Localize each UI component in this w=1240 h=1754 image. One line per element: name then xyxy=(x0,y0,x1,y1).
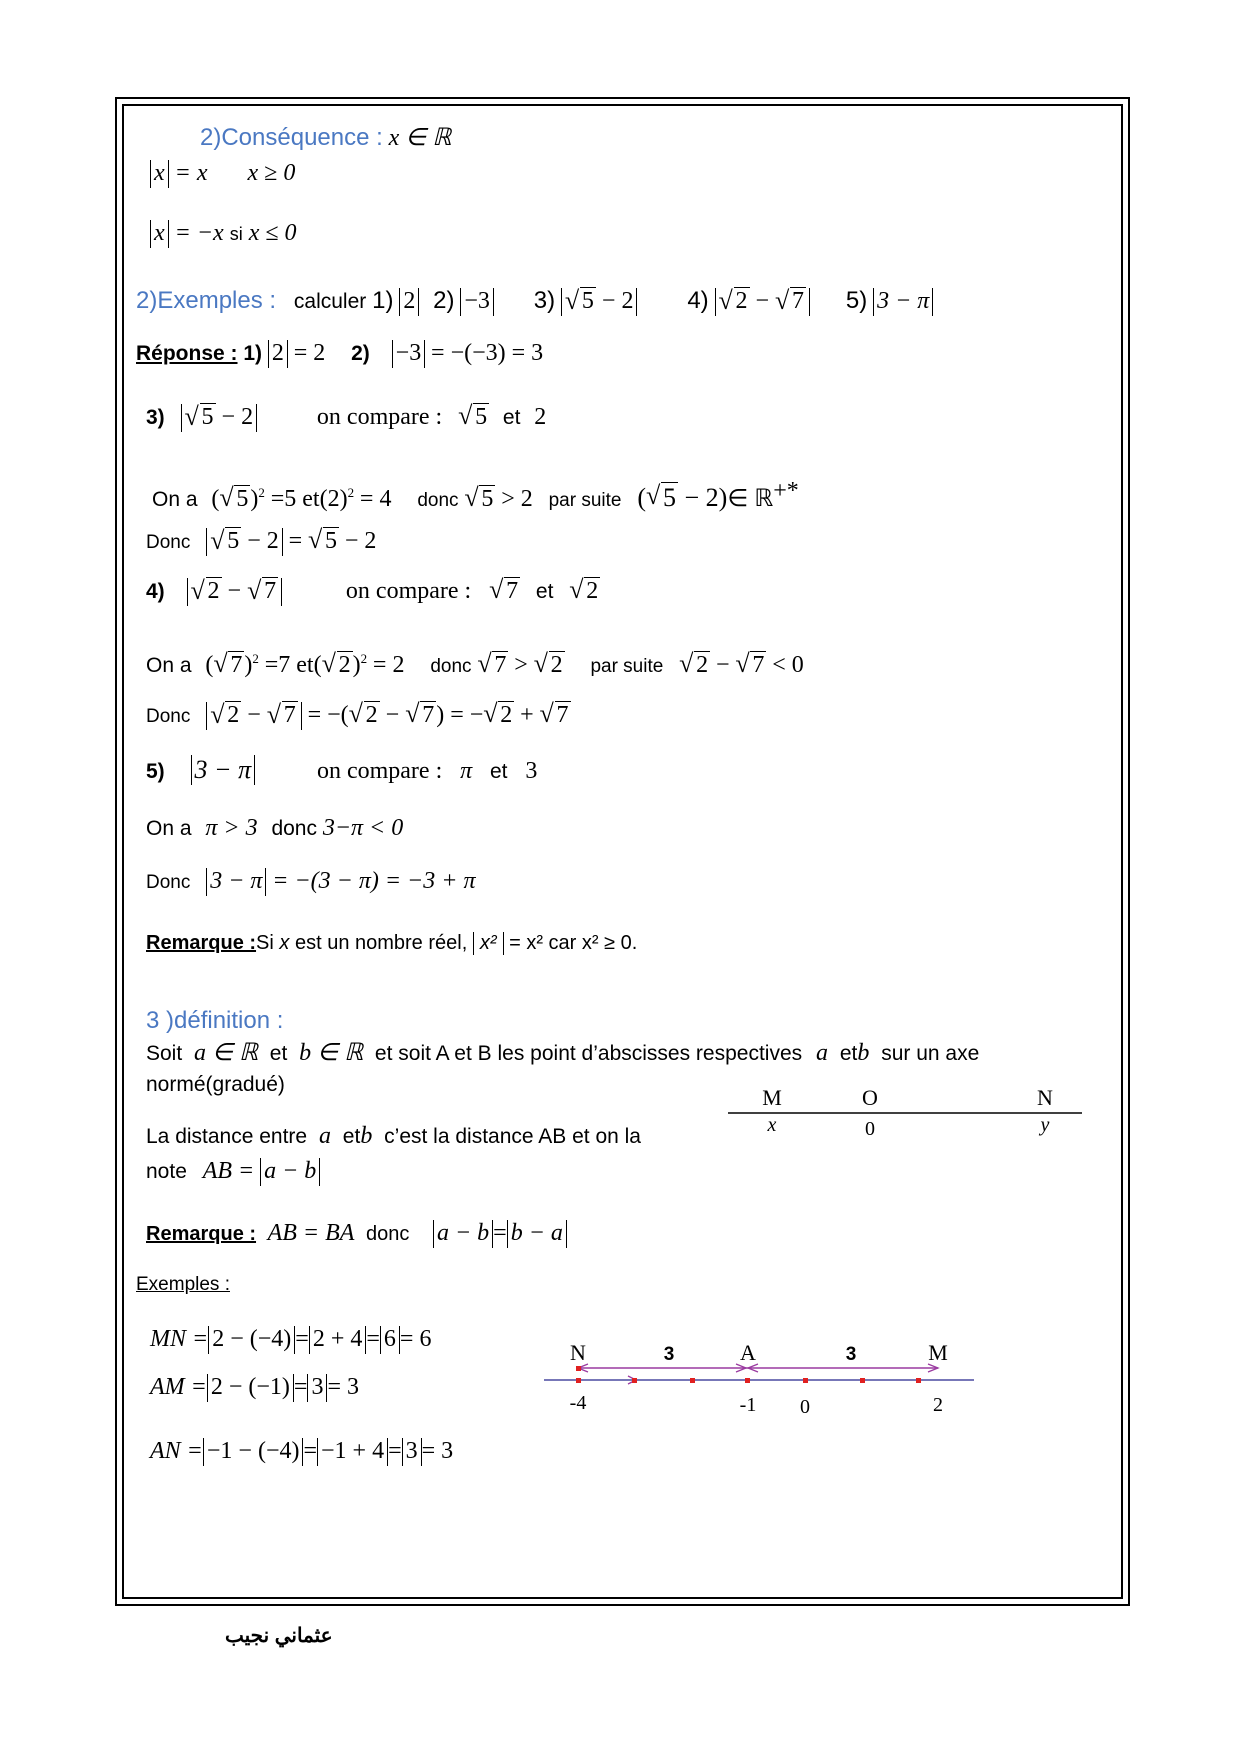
part5-et: et xyxy=(489,760,508,783)
part3-d-eq: = xyxy=(288,528,303,554)
part4-ona-label: On a xyxy=(146,654,192,677)
reponse-num-1: 1) xyxy=(243,342,263,365)
exemples-row xyxy=(136,288,933,316)
part5-abs: 3 − π xyxy=(191,755,256,785)
def-ab-abs: a − b xyxy=(260,1158,320,1186)
part4-donc2: Donc xyxy=(146,706,191,727)
part3-et: et xyxy=(502,406,521,429)
rule2-cond: x ≤ 0 xyxy=(248,220,297,246)
part4-o-rad6: 7 xyxy=(752,652,765,678)
part3-sup-2: 2 xyxy=(347,485,355,500)
axis-mon-label-o: O xyxy=(862,1085,878,1110)
part4-et: et xyxy=(535,580,554,603)
part4-rad1: 2 xyxy=(207,578,220,604)
part3-donc2: Donc xyxy=(146,532,191,553)
def-b: b xyxy=(857,1040,870,1066)
part4-d-plus: + xyxy=(520,702,534,728)
part4-o-rad1: 7 xyxy=(230,652,243,678)
def-et1: et xyxy=(269,1042,288,1065)
rule1-eq: = x xyxy=(174,160,208,186)
part5-ona-label: On a xyxy=(146,817,192,840)
remarque-2 xyxy=(146,1220,567,1248)
part4-d-rad6: 7 xyxy=(556,702,569,728)
ex-4-rad1: 2 xyxy=(735,288,748,314)
part4-sup-2: 2 xyxy=(360,651,368,666)
part4-d-eq2: ) = − xyxy=(436,702,484,728)
def-dist1: La distance entre xyxy=(146,1125,308,1148)
def-b-in: b ∈ ℝ xyxy=(299,1040,364,1066)
reponse-row xyxy=(136,340,543,368)
an-abs-b: −1 + 4 xyxy=(317,1438,388,1466)
ex-4-rad2: 7 xyxy=(792,288,805,314)
part4-d-rad1: 2 xyxy=(227,702,240,728)
part3-l1-rad3: 5 xyxy=(662,483,676,512)
part5-header xyxy=(146,755,537,785)
definition-line-3 xyxy=(146,1123,641,1149)
am-lhs: AM = xyxy=(150,1374,207,1400)
part5-compare: on compare : xyxy=(316,758,443,784)
example-mn xyxy=(150,1326,431,1354)
axis-mon-label-n: N xyxy=(1037,1085,1053,1110)
ex-3-rad: 5 xyxy=(581,288,594,314)
axis-mon-value-0: 0 xyxy=(865,1118,875,1140)
reponse-2-abs: −3 xyxy=(392,340,426,368)
part3-donc: donc xyxy=(417,490,459,511)
remarque2-abs2: b − a xyxy=(507,1220,567,1248)
part3-rad: 5 xyxy=(201,404,214,430)
rule2-eq: = −x xyxy=(174,220,224,246)
an-eq-1: = xyxy=(303,1438,318,1464)
part3-d-rad: 5 xyxy=(227,528,240,554)
example-an xyxy=(150,1438,453,1466)
part3-l1-in: ∈ ℝ xyxy=(727,486,774,512)
part3-compare: on compare : xyxy=(316,404,443,430)
axis-nam-point-a: A xyxy=(740,1340,756,1365)
consequence-title: 2)Conséquence : xyxy=(200,124,383,151)
ex-3-rest: − 2 xyxy=(601,288,634,314)
axis-nam xyxy=(540,1335,980,1415)
ex-5-abs: 3 − π xyxy=(873,288,933,316)
part4-o-minus: − xyxy=(716,652,730,678)
part4-rad2: 7 xyxy=(264,578,277,604)
part4-parsuite: par suite xyxy=(590,656,664,677)
part4-o-lt: < 0 xyxy=(772,652,804,678)
part5-ona-expr: π > 3 xyxy=(205,815,258,841)
def-dist-et: et xyxy=(342,1125,361,1148)
part5-d-eq: = −(3 − π) = −3 + π xyxy=(272,868,476,894)
part4-c-rad2: 2 xyxy=(586,578,599,604)
ex-4-abs xyxy=(715,288,811,316)
part5-d-abs: 3 − π xyxy=(206,868,266,896)
tick-mark xyxy=(745,1378,750,1383)
part3-l1-eq: =5 et xyxy=(270,486,320,512)
part4-o-eq: =7 et xyxy=(264,652,314,678)
ex-num-3: 3) xyxy=(533,287,556,314)
rule2-si: si xyxy=(229,224,243,244)
part4-num: 4) xyxy=(146,580,165,603)
am-abs-b: 3 xyxy=(307,1374,327,1402)
remarque1-label: Remarque : xyxy=(146,932,257,954)
mn-end: = 6 xyxy=(399,1326,432,1352)
consequence-heading xyxy=(200,125,451,151)
part4-donc: donc xyxy=(430,656,472,677)
part3-header xyxy=(146,404,546,432)
am-end: = 3 xyxy=(327,1374,360,1400)
def-soit: Soit xyxy=(146,1042,183,1065)
an-eq-2: = xyxy=(388,1438,402,1464)
def-a-in: a ∈ ℝ xyxy=(194,1040,258,1066)
reponse-1-out: = 2 xyxy=(293,340,326,366)
an-abs-c: 3 xyxy=(402,1438,422,1466)
part4-o-eq2: = 2 xyxy=(372,652,405,678)
part4-d-rad5: 2 xyxy=(500,702,513,728)
ex-num-5: 5) xyxy=(845,287,868,314)
part3-rest: − 2 xyxy=(221,404,254,430)
part4-o-rad2: 2 xyxy=(338,652,351,678)
ex-num-1: 1) xyxy=(372,287,394,314)
part5-b: 3 xyxy=(525,758,538,784)
part3-val: 2 xyxy=(534,404,547,430)
axis-mon-value-y: y xyxy=(1040,1114,1050,1136)
mn-eq-1: = xyxy=(295,1326,309,1352)
part5-donc-expr: 3−π < 0 xyxy=(322,815,404,841)
part4-o-rad3: 7 xyxy=(494,652,507,678)
part4-donc-row: Donc √ 2 − √ 7 = −(√ 2 − √ 7) = −√ 2 + √ 7 xyxy=(146,702,571,730)
remarque1-t2: est un nombre réel, xyxy=(294,932,468,954)
definition-line-4 xyxy=(146,1158,320,1186)
consequence-condition: x ∈ ℝ xyxy=(388,125,452,151)
part4-minus: − xyxy=(227,578,242,604)
axis-mon-label-m: M xyxy=(762,1085,782,1110)
remarque2-eq: AB = BA xyxy=(267,1220,355,1246)
rule2-abs: x xyxy=(150,220,169,248)
am-eq-1: = xyxy=(293,1374,308,1400)
axis-mon xyxy=(720,1085,1090,1145)
consequence-rule-1 xyxy=(150,160,295,188)
part5-donc-row xyxy=(146,868,475,896)
def-a: a xyxy=(815,1040,828,1066)
part3-l1-eq2: = 4 xyxy=(359,486,392,512)
definition-title: 3 )définition : xyxy=(146,1007,284,1034)
axis-nam-tick-2: 2 xyxy=(933,1394,943,1415)
part3-l1-rad: 5 xyxy=(236,486,249,512)
remarque1-t1: Si xyxy=(256,932,274,954)
reponse-1-abs: 2 xyxy=(268,340,288,368)
mn-abs-c: 6 xyxy=(380,1326,400,1354)
part3-num: 3) xyxy=(146,406,165,429)
reponse-label: Réponse : xyxy=(136,342,238,365)
part4-sup-1: 2 xyxy=(252,651,259,666)
mn-abs-a: 2 − (−4) xyxy=(208,1326,295,1354)
axis-nam-dist-1: 3 xyxy=(663,1344,675,1365)
part3-ona: On a (√ 5)$^2$ =5 $et(2)^2 = 4$ donc √ 5 > 2 par suite (√ 5 − 2)∈ ℝ+* xyxy=(152,478,799,513)
part4-o-gt: > xyxy=(514,652,528,678)
tick-mark xyxy=(576,1378,581,1383)
part5-ona xyxy=(146,815,403,841)
part3-l1-sup: +* xyxy=(773,478,799,504)
remarque2-label: Remarque : xyxy=(146,1223,257,1245)
remarque1-x: x xyxy=(279,932,290,954)
def-dist2: c’est la distance AB et on la xyxy=(384,1125,641,1148)
an-lhs: AN = xyxy=(150,1438,203,1464)
axis-nam-dist-2: 3 xyxy=(845,1344,857,1365)
part4-o-rad5: 2 xyxy=(696,652,709,678)
consequence-rule-2 xyxy=(150,220,297,248)
part3-sup-1: 2 xyxy=(258,485,265,500)
part3-abs xyxy=(181,404,258,432)
part3-ona-label: On a xyxy=(152,488,198,511)
remarque1-t3: = x² car x² ≥ 0. xyxy=(509,932,638,954)
part3-l1-rest: − 2 xyxy=(684,483,719,512)
tick-mark xyxy=(576,1366,581,1371)
author-signature: عثماني نجيب xyxy=(225,1625,333,1647)
part4-d-rad2: 7 xyxy=(283,702,296,728)
remarque1-abs: x² xyxy=(473,932,504,955)
part3-d-rest2: − 2 xyxy=(344,528,377,554)
mn-eq-2: = xyxy=(366,1326,380,1352)
part5-donc2: Donc xyxy=(146,872,191,893)
part3-parsuite: par suite xyxy=(548,490,622,511)
reponse-num-2: 2) xyxy=(351,342,370,365)
part3-d-rad2: 5 xyxy=(324,528,337,554)
part4-ona: On a (√ 7)$^2$ =7 et(√ 2)$^2$ = 2 donc √ 7 > √ 2 par suite √ 2 − √ 7 < 0 xyxy=(146,652,804,678)
remarque2-abs1: a − b xyxy=(433,1220,493,1248)
tick-mark xyxy=(803,1378,808,1383)
definition-line-1 xyxy=(146,1040,979,1066)
part4-d-rad3: 2 xyxy=(365,702,378,728)
part3-l1-paren: 2 xyxy=(327,486,340,512)
def-dist-b: b xyxy=(360,1123,373,1149)
part4-d-eq: = −( xyxy=(307,702,349,728)
an-abs-a: −1 − (−4) xyxy=(203,1438,304,1466)
def-dist-a: a xyxy=(318,1123,331,1149)
part5-a: π xyxy=(460,758,473,784)
calculer-text: calculer xyxy=(293,290,367,313)
axis-nam-point-m: M xyxy=(928,1340,948,1365)
reponse-2-out: = −(−3) = 3 xyxy=(431,340,544,366)
remarque-1 xyxy=(146,932,637,955)
tick-mark xyxy=(690,1378,695,1383)
def-et2: et xyxy=(839,1042,858,1065)
mn-lhs: MN = xyxy=(150,1326,209,1352)
ex-2-abs: −3 xyxy=(460,288,494,316)
ex-1-abs: 2 xyxy=(399,288,419,316)
ex-4-minus: − xyxy=(755,288,770,314)
part5-num: 5) xyxy=(146,760,165,783)
tick-mark xyxy=(860,1378,865,1383)
part3-l1-gt: > 2 xyxy=(501,486,533,512)
tick-mark xyxy=(632,1378,637,1383)
tick-mark xyxy=(916,1378,921,1383)
am-abs-a: 2 − (−1) xyxy=(207,1374,294,1402)
rule1-cond: x ≥ 0 xyxy=(247,160,296,186)
ex-num-4: 4) xyxy=(687,287,709,314)
definition-line-2: normé(gradué) xyxy=(146,1073,285,1096)
exemples-title: 2)Exemples : xyxy=(136,287,277,314)
axis-mon-value-x: x xyxy=(767,1114,777,1136)
part4-compare: on compare : xyxy=(345,578,472,604)
part4-o-rad4: 2 xyxy=(550,652,563,678)
remarque2-donc: donc xyxy=(366,1223,410,1245)
part4-d-rad4: 7 xyxy=(422,702,435,728)
axis-nam-tick-0: 0 xyxy=(800,1396,810,1415)
ex-3-abs xyxy=(561,288,638,316)
def-sur: sur un axe xyxy=(881,1042,980,1065)
def-line1-rest: et soit A et B les point d’abscisses respectives xyxy=(374,1042,803,1065)
part5-donc: donc xyxy=(271,817,317,840)
def-note: note xyxy=(146,1160,187,1183)
part3-donc-row xyxy=(146,528,376,556)
part4-c-rad1: 7 xyxy=(506,578,519,604)
axis-nam-tick-minus1: -1 xyxy=(739,1394,757,1415)
an-end: = 3 xyxy=(421,1438,454,1464)
exemples2-title: Exemples : xyxy=(136,1274,230,1295)
rule1-abs: x xyxy=(150,160,169,188)
part3-rad-b: 5 xyxy=(475,404,488,430)
part3-l1-rad2: 5 xyxy=(481,486,494,512)
axis-nam-point-n: N xyxy=(570,1340,586,1365)
remarque2-eq2: = xyxy=(493,1220,507,1246)
def-ab-eq: AB = xyxy=(202,1158,255,1184)
axis-nam-tick-minus4: -4 xyxy=(569,1392,587,1414)
part4-header xyxy=(146,578,600,606)
ex-num-2: 2) xyxy=(433,287,455,314)
example-am xyxy=(150,1374,359,1402)
part3-d-rest: − 2 xyxy=(247,528,279,554)
mn-abs-b: 2 + 4 xyxy=(309,1326,367,1354)
